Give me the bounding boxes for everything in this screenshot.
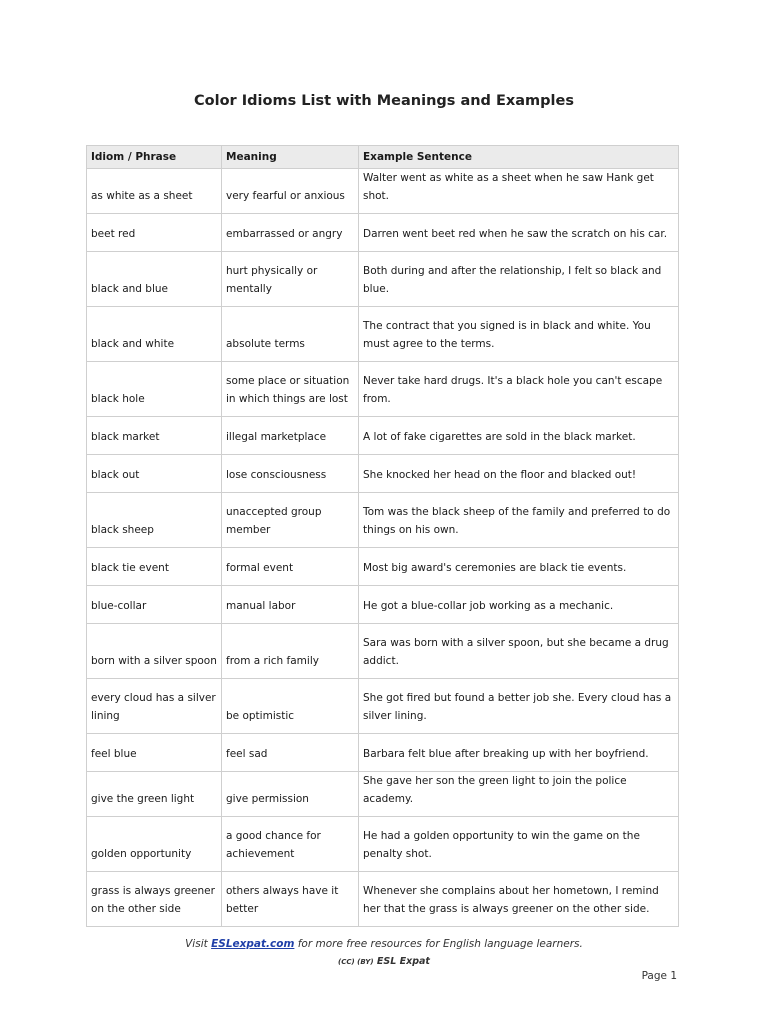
idiom-cell: golden opportunity: [87, 817, 222, 872]
example-cell: Barbara felt blue after breaking up with her boyfriend.: [359, 734, 679, 772]
idiom-cell: beet red: [87, 214, 222, 252]
table-row: [87, 548, 679, 586]
table-row: [87, 734, 679, 772]
footer-resources: [0, 938, 768, 950]
example-cell: Both during and after the relationship, I felt so black and blue.: [359, 252, 679, 307]
example-cell: Sara was born with a silver spoon, but she became a drug addict.: [359, 624, 679, 679]
table-row: [87, 362, 679, 417]
table-row: [87, 214, 679, 252]
idiom-cell: every cloud has a silver lining: [87, 679, 222, 734]
idiom-cell: black tie event: [87, 548, 222, 586]
meaning-cell: unaccepted group member: [222, 493, 359, 548]
meaning-cell: some place or situation in which things are lost: [222, 362, 359, 417]
table-row: [87, 817, 679, 872]
example-cell: Never take hard drugs. It's a black hole you can't escape from.: [359, 362, 679, 417]
example-cell: He got a blue-collar job working as a mechanic.: [359, 586, 679, 624]
meaning-cell: very fearful or anxious: [222, 169, 359, 214]
example-cell: Walter went as white as a sheet when he saw Hank get shot.: [359, 169, 679, 214]
footer-visit-text: Visit: [185, 938, 208, 950]
idiom-cell: black and blue: [87, 252, 222, 307]
meaning-cell: from a rich family: [222, 624, 359, 679]
eslexpat-link[interactable]: ESLexpat.com: [211, 938, 295, 950]
table-row: [87, 417, 679, 455]
idiom-cell: give the green light: [87, 772, 222, 817]
license-owner: ESL Expat: [376, 956, 430, 967]
idiom-cell: black hole: [87, 362, 222, 417]
meaning-cell: give permission: [222, 772, 359, 817]
meaning-cell: formal event: [222, 548, 359, 586]
table-row: [87, 307, 679, 362]
example-cell: Tom was the black sheep of the family and preferred to do things on his own.: [359, 493, 679, 548]
meaning-cell: illegal marketplace: [222, 417, 359, 455]
idiom-cell: grass is always greener on the other side: [87, 872, 222, 927]
meaning-cell: manual labor: [222, 586, 359, 624]
idiom-cell: feel blue: [87, 734, 222, 772]
meaning-cell: feel sad: [222, 734, 359, 772]
idiom-cell: black sheep: [87, 493, 222, 548]
table-row: [87, 624, 679, 679]
license-line: [0, 956, 768, 967]
page-number: Page 1: [641, 970, 677, 982]
example-cell: Darren went beet red when he saw the scratch on his car.: [359, 214, 679, 252]
table-row: [87, 586, 679, 624]
meaning-cell: hurt physically or mentally: [222, 252, 359, 307]
idiom-cell: black and white: [87, 307, 222, 362]
cc-by-mark: (CC) (BY): [338, 958, 374, 966]
meaning-cell: be optimistic: [222, 679, 359, 734]
idiom-cell: as white as a sheet: [87, 169, 222, 214]
meaning-cell: a good chance for achievement: [222, 817, 359, 872]
example-cell: She knocked her head on the floor and blacked out!: [359, 455, 679, 493]
idioms-table: [86, 145, 679, 927]
header-idiom: Idiom / Phrase: [87, 146, 222, 169]
meaning-cell: embarrassed or angry: [222, 214, 359, 252]
table-row: [87, 252, 679, 307]
meaning-cell: others always have it better: [222, 872, 359, 927]
header-meaning: Meaning: [222, 146, 359, 169]
example-cell: A lot of fake cigarettes are sold in the black market.: [359, 417, 679, 455]
example-cell: She gave her son the green light to join the police academy.: [359, 772, 679, 817]
header-example: Example Sentence: [359, 146, 679, 169]
example-cell: Most big award's ceremonies are black tie events.: [359, 548, 679, 586]
example-cell: She got fired but found a better job she. Every cloud has a silver lining.: [359, 679, 679, 734]
example-cell: Whenever she complains about her hometown, I remind her that the grass is always greener on the other side.: [359, 872, 679, 927]
table-row: [87, 872, 679, 927]
idiom-cell: born with a silver spoon: [87, 624, 222, 679]
page-title: Color Idioms List with Meanings and Examples: [194, 93, 574, 109]
meaning-cell: absolute terms: [222, 307, 359, 362]
idiom-cell: blue-collar: [87, 586, 222, 624]
idiom-cell: black out: [87, 455, 222, 493]
table-row: [87, 772, 679, 817]
footer-rest-text: for more free resources for English language learners.: [297, 938, 583, 950]
idiom-cell: black market: [87, 417, 222, 455]
table-row: [87, 455, 679, 493]
table-header-row: [87, 146, 679, 169]
meaning-cell: lose consciousness: [222, 455, 359, 493]
table-body: [87, 169, 679, 927]
table-row: [87, 679, 679, 734]
table-row: [87, 169, 679, 214]
example-cell: He had a golden opportunity to win the game on the penalty shot.: [359, 817, 679, 872]
table-row: [87, 493, 679, 548]
example-cell: The contract that you signed is in black and white. You must agree to the terms.: [359, 307, 679, 362]
